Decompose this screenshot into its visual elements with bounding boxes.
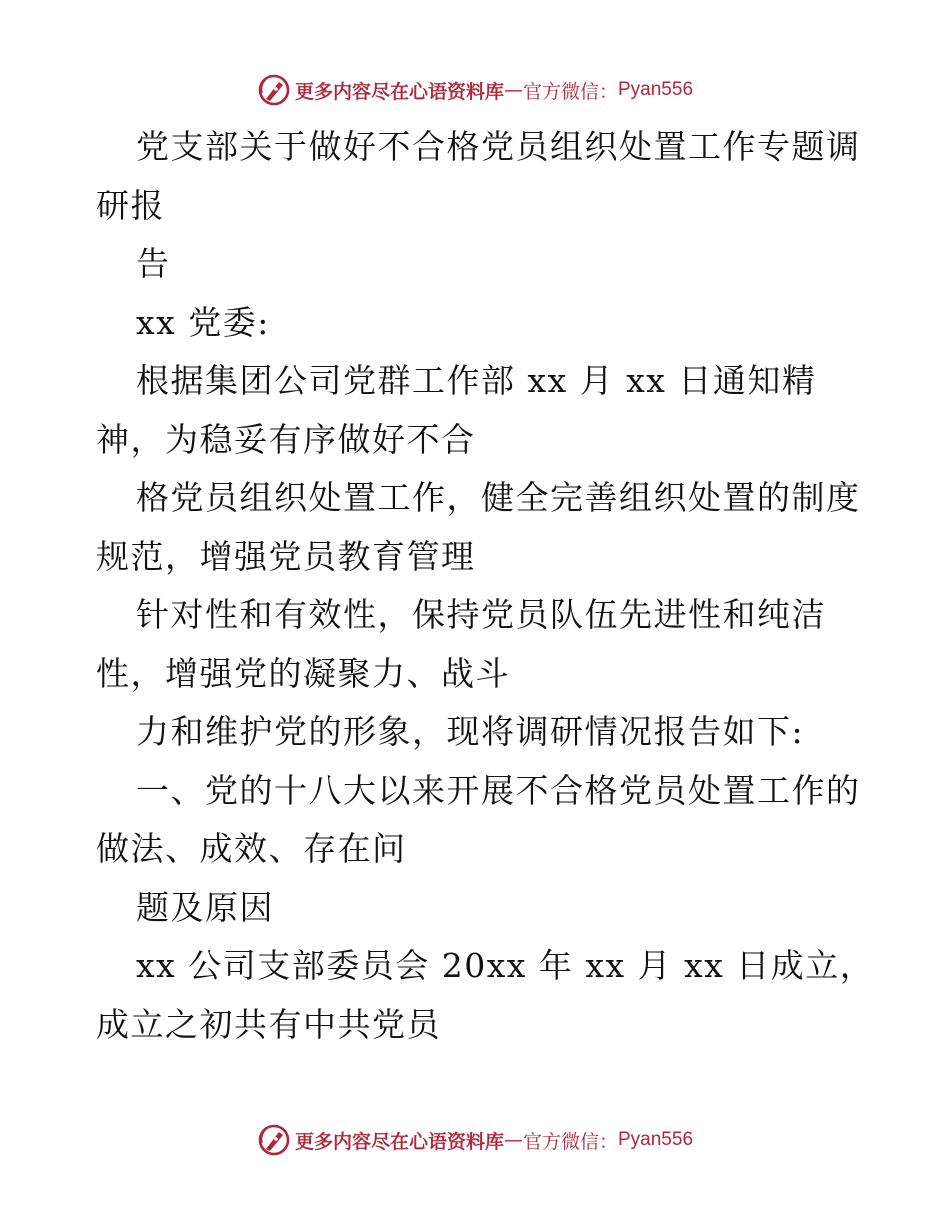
document-body [96, 118, 875, 1054]
document-line: 根据集团公司党群工作部 xx 月 xx 日通知精 [136, 361, 817, 400]
watermark-brand: 更多内容尽在心语资料库 [294, 1130, 504, 1153]
document-line: 告 [136, 244, 171, 283]
document-line: 题及原因 [136, 887, 274, 927]
pen-nib-logo-icon [257, 1123, 291, 1157]
document-line: xx 党委: [136, 302, 270, 342]
document-line: 一、党的十八大以来开展不合格党员处置工作的 [136, 770, 861, 810]
watermark-separator: — [503, 1129, 523, 1151]
document-line: 做法、成效、存在问 [96, 829, 407, 868]
watermark-wechat-label: 官方微信： [522, 80, 618, 103]
footer-watermark [0, 1120, 950, 1160]
document-line: 规范，增强党员教育管理 [96, 536, 476, 576]
document-line: 成立之初共有中共党员 [96, 1004, 441, 1044]
document-line: 力和维护党的形象，现将调研情况报告如下: [136, 712, 805, 751]
document-line: 性，增强党的凝聚力、战斗 [96, 653, 510, 693]
document-line: 针对性和有效性，保持党员队伍先进性和纯洁 [136, 595, 826, 634]
header-watermark [0, 70, 950, 110]
watermark-wechat-id: Pyan556 [618, 1129, 694, 1150]
document-line: 神，为稳妥有序做好不合 [96, 419, 476, 459]
document-line: xx 公司支部委员会 20xx 年 xx 月 xx 日成立， [136, 946, 875, 985]
watermark-wechat-label: 官方微信： [522, 1130, 618, 1153]
pen-nib-logo-icon [257, 73, 291, 107]
watermark-brand: 更多内容尽在心语资料库 [294, 80, 504, 103]
watermark-separator: — [503, 79, 523, 101]
document-line: 格党员组织处置工作，健全完善组织处置的制度 [136, 478, 861, 517]
watermark-wechat-id: Pyan556 [618, 79, 694, 100]
document-line: 党支部关于做好不合格党员组织处置工作专题调 [136, 127, 861, 166]
document-line: 研报 [96, 185, 165, 225]
